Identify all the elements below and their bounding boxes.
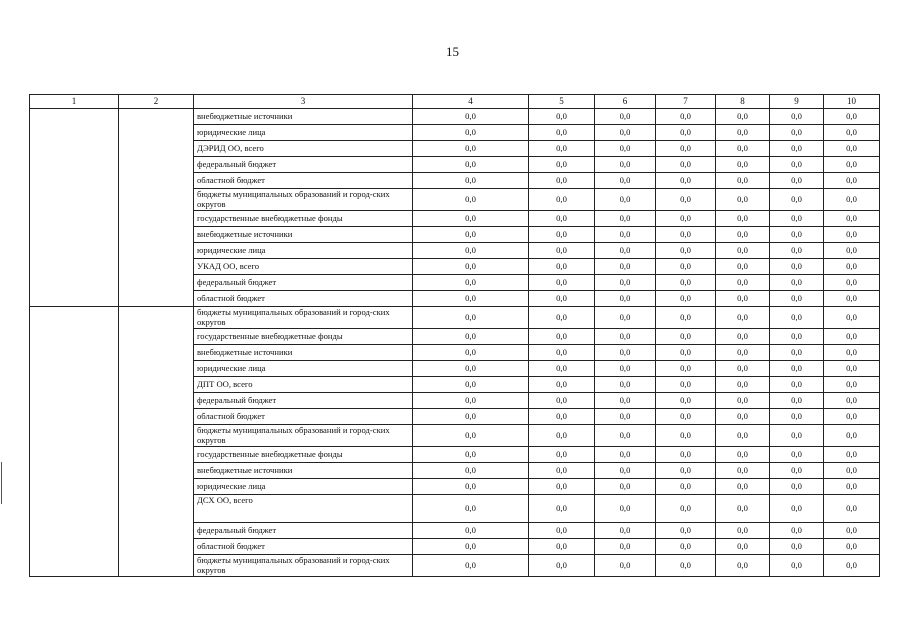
value-cell: 0,0 (595, 109, 656, 125)
row-label: бюджеты муниципальных образований и город-ских округов (194, 425, 413, 447)
row-label: государственные внебюджетные фонды (194, 329, 413, 345)
value-cell: 0,0 (656, 259, 716, 275)
value-cell: 0,0 (529, 479, 595, 495)
value-cell: 0,0 (770, 345, 824, 361)
value-cell: 0,0 (824, 125, 880, 141)
value-cell: 0,0 (824, 425, 880, 447)
value-cell: 0,0 (824, 307, 880, 329)
value-cell: 0,0 (824, 555, 880, 577)
value-cell: 0,0 (716, 539, 770, 555)
value-cell: 0,0 (595, 291, 656, 307)
value-cell: 0,0 (824, 361, 880, 377)
value-cell: 0,0 (824, 227, 880, 243)
value-cell: 0,0 (413, 495, 529, 523)
value-cell: 0,0 (824, 523, 880, 539)
value-cell: 0,0 (770, 479, 824, 495)
row-label: федеральный бюджет (194, 393, 413, 409)
group-cell-col1 (30, 109, 119, 307)
column-header: 1 (30, 95, 119, 109)
value-cell: 0,0 (595, 307, 656, 329)
value-cell: 0,0 (413, 109, 529, 125)
value-cell: 0,0 (824, 539, 880, 555)
value-cell: 0,0 (595, 361, 656, 377)
column-header: 8 (716, 95, 770, 109)
value-cell: 0,0 (770, 173, 824, 189)
value-cell: 0,0 (656, 447, 716, 463)
value-cell: 0,0 (824, 463, 880, 479)
value-cell: 0,0 (716, 189, 770, 211)
value-cell: 0,0 (656, 307, 716, 329)
page-number: 15 (446, 44, 459, 59)
value-cell: 0,0 (413, 291, 529, 307)
value-cell: 0,0 (716, 345, 770, 361)
value-cell: 0,0 (595, 447, 656, 463)
value-cell: 0,0 (770, 409, 824, 425)
value-cell: 0,0 (529, 555, 595, 577)
row-label: внебюджетные источники (194, 345, 413, 361)
value-cell: 0,0 (656, 463, 716, 479)
value-cell: 0,0 (529, 329, 595, 345)
value-cell: 0,0 (656, 393, 716, 409)
row-label: областной бюджет (194, 409, 413, 425)
value-cell: 0,0 (595, 275, 656, 291)
row-label: федеральный бюджет (194, 523, 413, 539)
value-cell: 0,0 (824, 243, 880, 259)
value-cell: 0,0 (529, 141, 595, 157)
value-cell: 0,0 (656, 243, 716, 259)
value-cell: 0,0 (656, 227, 716, 243)
value-cell: 0,0 (413, 211, 529, 227)
value-cell: 0,0 (529, 275, 595, 291)
value-cell: 0,0 (413, 463, 529, 479)
value-cell: 0,0 (413, 125, 529, 141)
row-label: областной бюджет (194, 291, 413, 307)
value-cell: 0,0 (413, 555, 529, 577)
value-cell: 0,0 (656, 141, 716, 157)
value-cell: 0,0 (413, 243, 529, 259)
value-cell: 0,0 (824, 109, 880, 125)
value-cell: 0,0 (529, 189, 595, 211)
value-cell: 0,0 (529, 345, 595, 361)
value-cell: 0,0 (529, 425, 595, 447)
value-cell: 0,0 (656, 109, 716, 125)
value-cell: 0,0 (824, 173, 880, 189)
group-cell-col1 (30, 307, 119, 577)
row-label: ДПТ ОО, всего (194, 377, 413, 393)
value-cell: 0,0 (529, 393, 595, 409)
value-cell: 0,0 (716, 125, 770, 141)
value-cell: 0,0 (656, 345, 716, 361)
value-cell: 0,0 (595, 479, 656, 495)
value-cell: 0,0 (770, 523, 824, 539)
value-cell: 0,0 (770, 125, 824, 141)
value-cell: 0,0 (595, 329, 656, 345)
value-cell: 0,0 (656, 125, 716, 141)
value-cell: 0,0 (656, 409, 716, 425)
value-cell: 0,0 (413, 539, 529, 555)
row-label: юридические лица (194, 125, 413, 141)
value-cell: 0,0 (529, 109, 595, 125)
value-cell: 0,0 (595, 377, 656, 393)
value-cell: 0,0 (413, 345, 529, 361)
value-cell: 0,0 (595, 259, 656, 275)
value-cell: 0,0 (770, 227, 824, 243)
value-cell: 0,0 (413, 275, 529, 291)
value-cell: 0,0 (595, 555, 656, 577)
value-cell: 0,0 (716, 425, 770, 447)
value-cell: 0,0 (716, 109, 770, 125)
column-header: 10 (824, 95, 880, 109)
row-label: внебюджетные источники (194, 227, 413, 243)
value-cell: 0,0 (529, 211, 595, 227)
value-cell: 0,0 (716, 307, 770, 329)
row-label: государственные внебюджетные фонды (194, 211, 413, 227)
column-header: 4 (413, 95, 529, 109)
value-cell: 0,0 (770, 109, 824, 125)
value-cell: 0,0 (656, 329, 716, 345)
value-cell: 0,0 (529, 463, 595, 479)
row-label: юридические лица (194, 243, 413, 259)
value-cell: 0,0 (716, 361, 770, 377)
value-cell: 0,0 (595, 157, 656, 173)
value-cell: 0,0 (595, 393, 656, 409)
value-cell: 0,0 (716, 555, 770, 577)
value-cell: 0,0 (716, 409, 770, 425)
value-cell: 0,0 (824, 211, 880, 227)
value-cell: 0,0 (716, 211, 770, 227)
value-cell: 0,0 (413, 227, 529, 243)
value-cell: 0,0 (770, 393, 824, 409)
value-cell: 0,0 (716, 393, 770, 409)
value-cell: 0,0 (595, 227, 656, 243)
value-cell: 0,0 (595, 141, 656, 157)
value-cell: 0,0 (529, 307, 595, 329)
value-cell: 0,0 (595, 173, 656, 189)
value-cell: 0,0 (413, 425, 529, 447)
value-cell: 0,0 (770, 141, 824, 157)
value-cell: 0,0 (529, 409, 595, 425)
value-cell: 0,0 (595, 539, 656, 555)
value-cell: 0,0 (770, 291, 824, 307)
row-label: бюджеты муниципальных образований и город-ских округов (194, 555, 413, 577)
value-cell: 0,0 (770, 157, 824, 173)
value-cell: 0,0 (824, 141, 880, 157)
value-cell: 0,0 (529, 157, 595, 173)
column-header: 9 (770, 95, 824, 109)
value-cell: 0,0 (716, 447, 770, 463)
value-cell: 0,0 (595, 345, 656, 361)
row-label: УКАД ОО, всего (194, 259, 413, 275)
value-cell: 0,0 (824, 329, 880, 345)
row-label: государственные внебюджетные фонды (194, 447, 413, 463)
value-cell: 0,0 (656, 495, 716, 523)
margin-mark (1, 462, 2, 504)
value-cell: 0,0 (656, 157, 716, 173)
value-cell: 0,0 (770, 425, 824, 447)
value-cell: 0,0 (656, 275, 716, 291)
value-cell: 0,0 (716, 275, 770, 291)
value-cell: 0,0 (824, 189, 880, 211)
row-label: ДСХ ОО, всего (194, 495, 413, 523)
row-label: ДЭРИД ОО, всего (194, 141, 413, 157)
column-header: 7 (656, 95, 716, 109)
value-cell: 0,0 (824, 275, 880, 291)
value-cell: 0,0 (413, 361, 529, 377)
value-cell: 0,0 (529, 447, 595, 463)
value-cell: 0,0 (656, 425, 716, 447)
value-cell: 0,0 (656, 479, 716, 495)
row-label: областной бюджет (194, 539, 413, 555)
row-label: областной бюджет (194, 173, 413, 189)
value-cell: 0,0 (824, 377, 880, 393)
value-cell: 0,0 (716, 141, 770, 157)
value-cell: 0,0 (529, 259, 595, 275)
value-cell: 0,0 (413, 189, 529, 211)
value-cell: 0,0 (716, 377, 770, 393)
table-row (30, 307, 880, 329)
value-cell: 0,0 (770, 463, 824, 479)
value-cell: 0,0 (656, 555, 716, 577)
value-cell: 0,0 (824, 157, 880, 173)
value-cell: 0,0 (716, 227, 770, 243)
value-cell: 0,0 (529, 125, 595, 141)
value-cell: 0,0 (413, 157, 529, 173)
value-cell: 0,0 (824, 291, 880, 307)
row-label: юридические лица (194, 361, 413, 377)
value-cell: 0,0 (595, 425, 656, 447)
column-header: 6 (595, 95, 656, 109)
column-header: 3 (194, 95, 413, 109)
value-cell: 0,0 (824, 447, 880, 463)
value-cell: 0,0 (413, 141, 529, 157)
value-cell: 0,0 (716, 173, 770, 189)
row-label: федеральный бюджет (194, 157, 413, 173)
value-cell: 0,0 (824, 479, 880, 495)
value-cell: 0,0 (529, 173, 595, 189)
value-cell: 0,0 (770, 211, 824, 227)
value-cell: 0,0 (716, 291, 770, 307)
value-cell: 0,0 (770, 555, 824, 577)
budget-table (29, 94, 880, 577)
value-cell: 0,0 (595, 125, 656, 141)
value-cell: 0,0 (716, 243, 770, 259)
row-label: внебюджетные источники (194, 463, 413, 479)
value-cell: 0,0 (595, 463, 656, 479)
value-cell: 0,0 (413, 173, 529, 189)
value-cell: 0,0 (716, 495, 770, 523)
value-cell: 0,0 (413, 377, 529, 393)
value-cell: 0,0 (656, 539, 716, 555)
value-cell: 0,0 (656, 173, 716, 189)
value-cell: 0,0 (529, 227, 595, 243)
value-cell: 0,0 (656, 291, 716, 307)
value-cell: 0,0 (529, 361, 595, 377)
value-cell: 0,0 (770, 259, 824, 275)
value-cell: 0,0 (529, 523, 595, 539)
value-cell: 0,0 (595, 523, 656, 539)
value-cell: 0,0 (770, 307, 824, 329)
value-cell: 0,0 (716, 523, 770, 539)
value-cell: 0,0 (770, 329, 824, 345)
value-cell: 0,0 (413, 259, 529, 275)
value-cell: 0,0 (656, 377, 716, 393)
value-cell: 0,0 (824, 345, 880, 361)
value-cell: 0,0 (770, 377, 824, 393)
value-cell: 0,0 (716, 329, 770, 345)
value-cell: 0,0 (770, 243, 824, 259)
value-cell: 0,0 (770, 539, 824, 555)
value-cell: 0,0 (770, 447, 824, 463)
value-cell: 0,0 (595, 495, 656, 523)
value-cell: 0,0 (770, 361, 824, 377)
row-label: внебюджетные источники (194, 109, 413, 125)
value-cell: 0,0 (824, 495, 880, 523)
value-cell: 0,0 (716, 157, 770, 173)
value-cell: 0,0 (529, 539, 595, 555)
value-cell: 0,0 (656, 523, 716, 539)
value-cell: 0,0 (656, 211, 716, 227)
value-cell: 0,0 (413, 479, 529, 495)
value-cell: 0,0 (824, 409, 880, 425)
value-cell: 0,0 (529, 243, 595, 259)
group-cell-col2 (119, 307, 194, 577)
table-row (30, 109, 880, 125)
value-cell: 0,0 (656, 361, 716, 377)
value-cell: 0,0 (595, 243, 656, 259)
row-label: федеральный бюджет (194, 275, 413, 291)
row-label: бюджеты муниципальных образований и город-ских округов (194, 307, 413, 329)
value-cell: 0,0 (716, 463, 770, 479)
value-cell: 0,0 (413, 409, 529, 425)
value-cell: 0,0 (595, 211, 656, 227)
row-label: юридические лица (194, 479, 413, 495)
value-cell: 0,0 (716, 479, 770, 495)
value-cell: 0,0 (413, 393, 529, 409)
value-cell: 0,0 (595, 189, 656, 211)
column-header: 5 (529, 95, 595, 109)
value-cell: 0,0 (529, 377, 595, 393)
value-cell: 0,0 (824, 393, 880, 409)
row-label: бюджеты муниципальных образований и город-ских округов (194, 189, 413, 211)
value-cell: 0,0 (413, 447, 529, 463)
group-cell-col2 (119, 109, 194, 307)
table-body (30, 109, 880, 577)
value-cell: 0,0 (529, 291, 595, 307)
value-cell: 0,0 (413, 329, 529, 345)
value-cell: 0,0 (770, 495, 824, 523)
value-cell: 0,0 (824, 259, 880, 275)
value-cell: 0,0 (529, 495, 595, 523)
value-cell: 0,0 (413, 523, 529, 539)
value-cell: 0,0 (770, 189, 824, 211)
value-cell: 0,0 (716, 259, 770, 275)
value-cell: 0,0 (413, 307, 529, 329)
value-cell: 0,0 (595, 409, 656, 425)
value-cell: 0,0 (770, 275, 824, 291)
column-header: 2 (119, 95, 194, 109)
table-header-row (30, 95, 880, 109)
value-cell: 0,0 (656, 189, 716, 211)
